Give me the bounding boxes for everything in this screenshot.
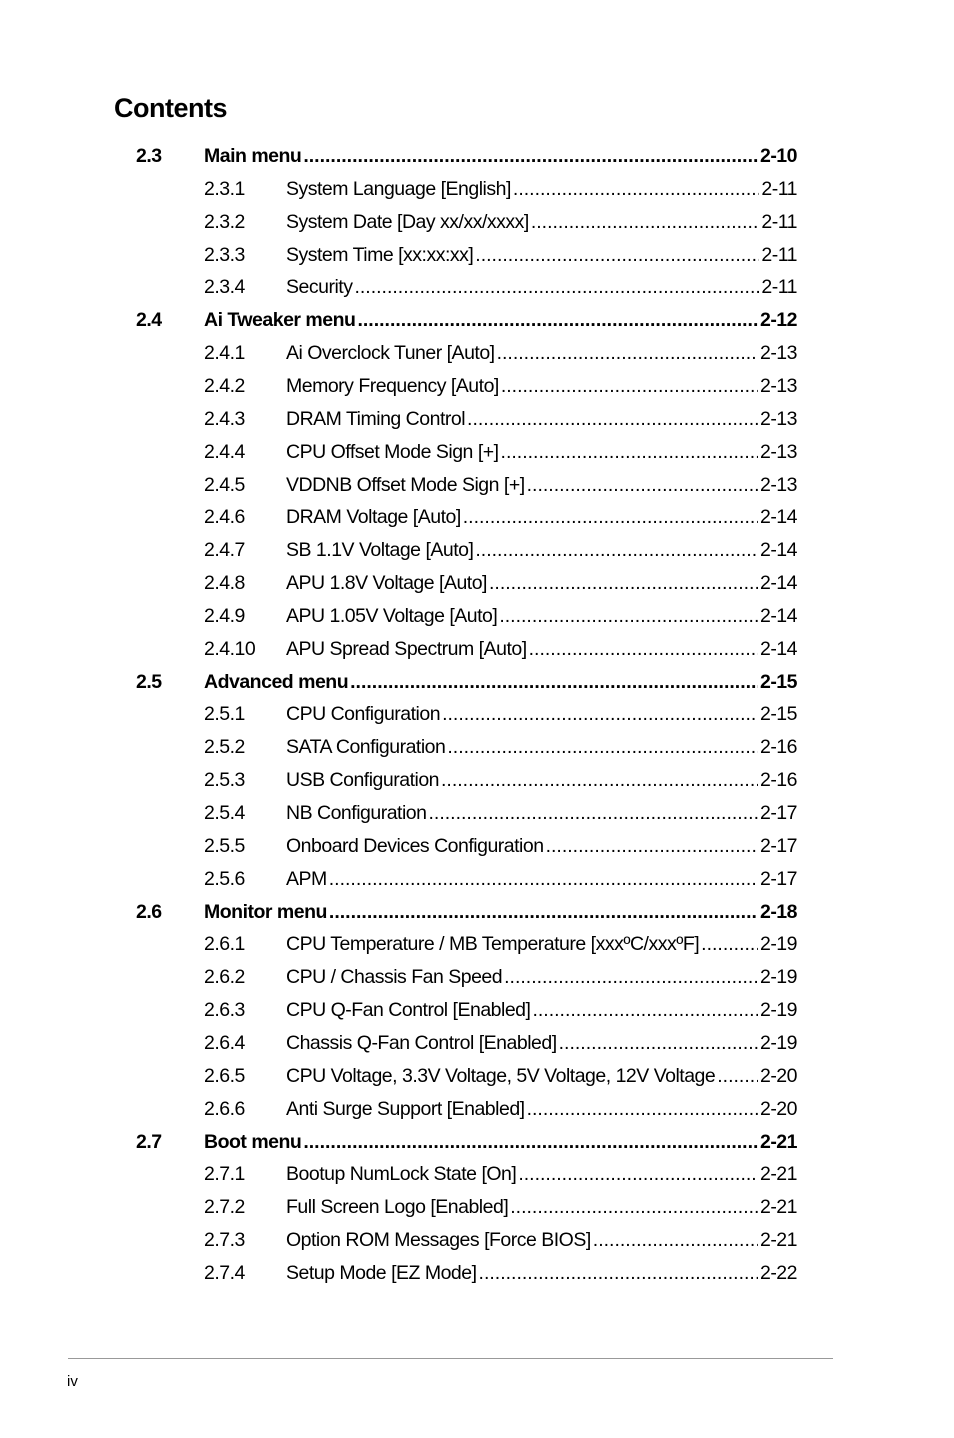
- toc-section-entry: [0, 1126, 954, 1158]
- toc-entry-number: 2.6.3: [204, 999, 245, 1022]
- toc-subsection-entry: [0, 961, 954, 993]
- toc-entry-line: [286, 633, 797, 665]
- toc-entry-number: 2.4.10: [204, 637, 256, 660]
- toc-entry-title: CPU Temperature / MB Temperature [xxxºC/xxxºF]: [286, 933, 700, 956]
- toc-subsection-entry: [0, 567, 954, 599]
- toc-subsection-entry: [0, 830, 954, 862]
- toc-entry-number: 2.3.1: [204, 177, 245, 200]
- toc-entry-line: [286, 173, 797, 205]
- toc-entry-line: [286, 239, 797, 271]
- toc-entry-title: Setup Mode [EZ Mode]: [286, 1261, 477, 1284]
- toc-entry-title: APU Spread Spectrum [Auto]: [286, 637, 527, 660]
- toc-entry-title: System Time [xx:xx:xx]: [286, 243, 474, 266]
- toc-entry-number: 2.7.2: [204, 1196, 245, 1219]
- dot-leader: [489, 567, 758, 599]
- toc-entry-number: 2.6: [136, 900, 162, 923]
- toc-entry-title: DRAM Timing Control: [286, 407, 466, 430]
- toc-entry-title: VDDNB Offset Mode Sign [+]: [286, 473, 525, 496]
- toc-entry-line: [286, 797, 797, 829]
- dot-leader: [701, 928, 758, 960]
- dot-leader: [475, 534, 758, 566]
- toc-entry-page: 2-18: [759, 900, 797, 923]
- toc-entry-line: [286, 501, 797, 533]
- toc-entry-page: 2-13: [759, 374, 797, 397]
- toc-entry-title: CPU Configuration: [286, 703, 441, 726]
- toc-entry-line: [286, 600, 797, 632]
- toc-entry-title: APU 1.05V Voltage [Auto]: [286, 604, 498, 627]
- dot-leader: [442, 698, 758, 730]
- toc-subsection-entry: [0, 994, 954, 1026]
- toc-subsection-entry: [0, 797, 954, 829]
- toc-entry-line: [286, 337, 797, 369]
- toc-entry-page: 2-12: [759, 309, 797, 332]
- toc-entry-page: 2-11: [761, 177, 797, 200]
- toc-entry-number: 2.3: [136, 145, 162, 167]
- page-number: iv: [67, 1373, 78, 1390]
- toc-entry-title: Main menu: [204, 145, 302, 167]
- toc-entry-line: [286, 370, 797, 402]
- dot-leader: [717, 1060, 758, 1092]
- dot-leader: [531, 206, 760, 238]
- dot-leader: [501, 436, 758, 468]
- toc-entry-title: System Language [English]: [286, 177, 511, 200]
- toc-entry-page: 2-21: [759, 1130, 797, 1153]
- toc-entry-number: 2.7.3: [204, 1229, 245, 1252]
- toc-subsection-entry: [0, 436, 954, 468]
- dot-leader: [447, 731, 758, 763]
- toc-entry-page: 2-16: [759, 736, 797, 759]
- toc-section-entry: [0, 896, 954, 928]
- toc-entry-number: 2.5.6: [204, 867, 245, 890]
- toc-entry-number: 2.4.3: [204, 407, 245, 430]
- footer-divider: [68, 1358, 833, 1359]
- toc-subsection-entry: [0, 501, 954, 533]
- toc-entry-title: CPU Q-Fan Control [Enabled]: [286, 999, 531, 1022]
- toc-entry-line: [286, 961, 797, 993]
- toc-entry-number: 2.6.5: [204, 1064, 245, 1087]
- toc-entry-page: 2-11: [761, 276, 797, 299]
- toc-entry-number: 2.3.2: [204, 210, 245, 233]
- toc-entry-number: 2.5.3: [204, 769, 245, 792]
- dot-leader: [527, 469, 758, 501]
- dot-leader: [329, 896, 758, 928]
- toc-entry-line: [286, 206, 797, 238]
- toc-entry-page: 2-22: [759, 1261, 797, 1284]
- toc-entry-title: APU 1.8V Voltage [Auto]: [286, 572, 487, 595]
- dot-leader: [510, 1191, 758, 1223]
- toc-entry-title: Security: [286, 276, 353, 299]
- dot-leader: [463, 501, 758, 533]
- toc-section-entry: [0, 304, 954, 336]
- toc-entry-line: [286, 1191, 797, 1223]
- toc-entry-line: [286, 1257, 797, 1289]
- toc-entry-number: 2.5.1: [204, 703, 245, 726]
- toc-entry-page: 2-17: [759, 867, 797, 890]
- toc-subsection-entry: [0, 1191, 954, 1223]
- toc-entry-line: [286, 1060, 797, 1092]
- dot-leader: [529, 633, 758, 665]
- toc-entry-page: 2-10: [759, 145, 797, 167]
- dot-leader: [329, 863, 758, 895]
- toc-entry-line: [204, 666, 797, 698]
- toc-entry-line: [204, 140, 797, 172]
- toc-subsection-entry: [0, 863, 954, 895]
- toc-entry-number: 2.4.1: [204, 342, 245, 365]
- dot-leader: [429, 797, 758, 829]
- dot-leader: [303, 140, 758, 172]
- toc-subsection-entry: [0, 1224, 954, 1256]
- toc-subsection-entry: [0, 731, 954, 763]
- toc-entry-line: [286, 830, 797, 862]
- toc-entry-title: USB Configuration: [286, 769, 440, 792]
- toc-entry-line: [286, 764, 797, 796]
- toc-entry-line: [286, 1027, 797, 1059]
- toc-subsection-entry: [0, 370, 954, 402]
- toc-entry-number: 2.3.3: [204, 243, 245, 266]
- toc-entry-title: Chassis Q-Fan Control [Enabled]: [286, 1031, 557, 1054]
- toc-entry-number: 2.4.8: [204, 572, 245, 595]
- toc-entry-title: DRAM Voltage [Auto]: [286, 506, 461, 529]
- toc-subsection-entry: [0, 633, 954, 665]
- toc-entry-page: 2-15: [759, 670, 797, 693]
- dot-leader: [479, 1257, 758, 1289]
- dot-leader: [504, 961, 758, 993]
- toc-entry-title: Full Screen Logo [Enabled]: [286, 1196, 509, 1219]
- toc-entry-title: APM: [286, 867, 327, 890]
- toc-entry-title: CPU Offset Mode Sign [+]: [286, 440, 499, 463]
- dot-leader: [546, 830, 758, 862]
- toc-subsection-entry: [0, 1060, 954, 1092]
- toc-subsection-entry: [0, 337, 954, 369]
- toc-entry-number: 2.3.4: [204, 276, 245, 299]
- toc-entry-number: 2.4.9: [204, 604, 245, 627]
- toc-section-entry: [0, 666, 954, 698]
- toc-entry-title: Memory Frequency [Auto]: [286, 374, 499, 397]
- dot-leader: [303, 1126, 758, 1158]
- toc-entry-number: 2.4.5: [204, 473, 245, 496]
- toc-entry-line: [286, 928, 797, 960]
- toc-entry-page: 2-19: [759, 966, 797, 989]
- toc-entry-line: [286, 1224, 797, 1256]
- toc-entry-title: Ai Tweaker menu: [204, 309, 356, 332]
- toc-entry-line: [286, 863, 797, 895]
- toc-subsection-entry: [0, 1093, 954, 1125]
- toc-subsection-entry: [0, 403, 954, 435]
- toc-subsection-entry: [0, 1257, 954, 1289]
- toc-subsection-entry: [0, 173, 954, 205]
- toc-entry-line: [286, 436, 797, 468]
- toc-entry-page: 2-13: [759, 407, 797, 430]
- toc-entry-number: 2.6.1: [204, 933, 245, 956]
- toc-entry-title: Option ROM Messages [Force BIOS]: [286, 1229, 591, 1252]
- toc-entry-number: 2.6.2: [204, 966, 245, 989]
- toc-entry-page: 2-11: [761, 243, 797, 266]
- toc-subsection-entry: [0, 1158, 954, 1190]
- toc-entry-page: 2-14: [759, 506, 797, 529]
- dot-leader: [497, 337, 758, 369]
- toc-subsection-entry: [0, 1027, 954, 1059]
- toc-entry-title: Monitor menu: [204, 900, 327, 923]
- toc-entry-number: 2.5.2: [204, 736, 245, 759]
- toc-subsection-entry: [0, 698, 954, 730]
- toc-entry-title: NB Configuration: [286, 802, 427, 824]
- toc-entry-line: [286, 271, 797, 303]
- dot-leader: [350, 666, 758, 698]
- toc-entry-line: [286, 1093, 797, 1125]
- toc-subsection-entry: [0, 206, 954, 238]
- toc-entry-page: 2-11: [761, 210, 797, 233]
- toc-entry-line: [204, 1126, 797, 1158]
- toc-entry-line: [286, 534, 797, 566]
- toc-subsection-entry: [0, 928, 954, 960]
- toc-entry-number: 2.4.6: [204, 506, 245, 529]
- toc-entry-line: [286, 698, 797, 730]
- toc-entry-number: 2.7.4: [204, 1261, 245, 1284]
- dot-leader: [532, 994, 758, 1026]
- toc-entry-title: Ai Overclock Tuner [Auto]: [286, 342, 495, 365]
- toc-entry-title: Anti Surge Support [Enabled]: [286, 1097, 525, 1120]
- toc-subsection-entry: [0, 469, 954, 501]
- dot-leader: [467, 403, 758, 435]
- toc-entry-number: 2.4.4: [204, 440, 245, 463]
- toc-entry-number: 2.6.4: [204, 1031, 245, 1054]
- toc-entry-number: 2.4: [136, 309, 162, 332]
- dot-leader: [357, 304, 758, 336]
- dot-leader: [354, 271, 759, 303]
- toc-entry-page: 2-17: [759, 802, 797, 824]
- toc-entry-page: 2-21: [759, 1229, 797, 1252]
- toc-entry-number: 2.4.7: [204, 539, 245, 562]
- toc-subsection-entry: [0, 239, 954, 271]
- toc-entry-page: 2-19: [759, 933, 797, 956]
- toc-entry-page: 2-13: [759, 440, 797, 463]
- toc-entry-title: CPU / Chassis Fan Speed: [286, 966, 503, 989]
- dot-leader: [559, 1027, 758, 1059]
- toc-entry-page: 2-19: [759, 1031, 797, 1054]
- toc-entry-line: [286, 1158, 797, 1190]
- toc-entry-page: 2-20: [759, 1097, 797, 1120]
- dot-leader: [513, 173, 760, 205]
- toc-entry-number: 2.7.1: [204, 1163, 245, 1186]
- toc-entry-page: 2-14: [759, 637, 797, 660]
- toc-entry-title: SB 1.1V Voltage [Auto]: [286, 539, 474, 562]
- toc-entry-page: 2-14: [759, 572, 797, 595]
- toc-subsection-entry: [0, 600, 954, 632]
- toc-entry-page: 2-20: [759, 1064, 797, 1087]
- page-title: Contents: [114, 93, 227, 123]
- toc-entry-title: Onboard Devices Configuration: [286, 834, 544, 857]
- toc-entry-line: [286, 994, 797, 1026]
- toc-entry-number: 2.7: [136, 1130, 162, 1153]
- toc-entry-page: 2-13: [759, 342, 797, 365]
- toc-entry-line: [286, 567, 797, 599]
- toc-entry-number: 2.5.5: [204, 834, 245, 857]
- dot-leader: [499, 600, 758, 632]
- toc-entry-line: [286, 403, 797, 435]
- toc-entry-number: 2.6.6: [204, 1097, 245, 1120]
- toc-entry-number: 2.4.2: [204, 374, 245, 397]
- toc-entry-line: [204, 304, 797, 336]
- toc-subsection-entry: [0, 271, 954, 303]
- toc-entry-title: CPU Voltage, 3.3V Voltage, 5V Voltage, 12V Voltage: [286, 1064, 716, 1087]
- toc-subsection-entry: [0, 534, 954, 566]
- toc-entry-title: System Date [Day xx/xx/xxxx]: [286, 210, 529, 233]
- toc-entry-title: Boot menu: [204, 1130, 302, 1153]
- dot-leader: [593, 1224, 758, 1256]
- toc-entry-line: [286, 731, 797, 763]
- toc-entry-page: 2-21: [759, 1163, 797, 1186]
- toc-entry-number: 2.5.4: [204, 802, 245, 824]
- toc-entry-number: 2.5: [136, 670, 162, 693]
- toc-entry-page: 2-14: [759, 604, 797, 627]
- dot-leader: [441, 764, 758, 796]
- dot-leader: [518, 1158, 758, 1190]
- toc-entry-title: SATA Configuration: [286, 736, 446, 759]
- toc-section-entry: [0, 140, 954, 172]
- dot-leader: [501, 370, 758, 402]
- dot-leader: [527, 1093, 758, 1125]
- toc-subsection-entry: [0, 764, 954, 796]
- toc-entry-page: 2-15: [759, 703, 797, 726]
- toc-entry-line: [204, 896, 797, 928]
- toc-entry-page: 2-17: [759, 834, 797, 857]
- dot-leader: [475, 239, 759, 271]
- toc-entry-page: 2-13: [759, 473, 797, 496]
- toc-entry-title: Bootup NumLock State [On]: [286, 1163, 517, 1186]
- toc-entry-page: 2-16: [759, 769, 797, 792]
- toc-entry-title: Advanced menu: [204, 670, 349, 693]
- toc-entry-line: [286, 469, 797, 501]
- toc-entry-page: 2-14: [759, 539, 797, 562]
- toc-entry-page: 2-21: [759, 1196, 797, 1219]
- toc-entry-page: 2-19: [759, 999, 797, 1022]
